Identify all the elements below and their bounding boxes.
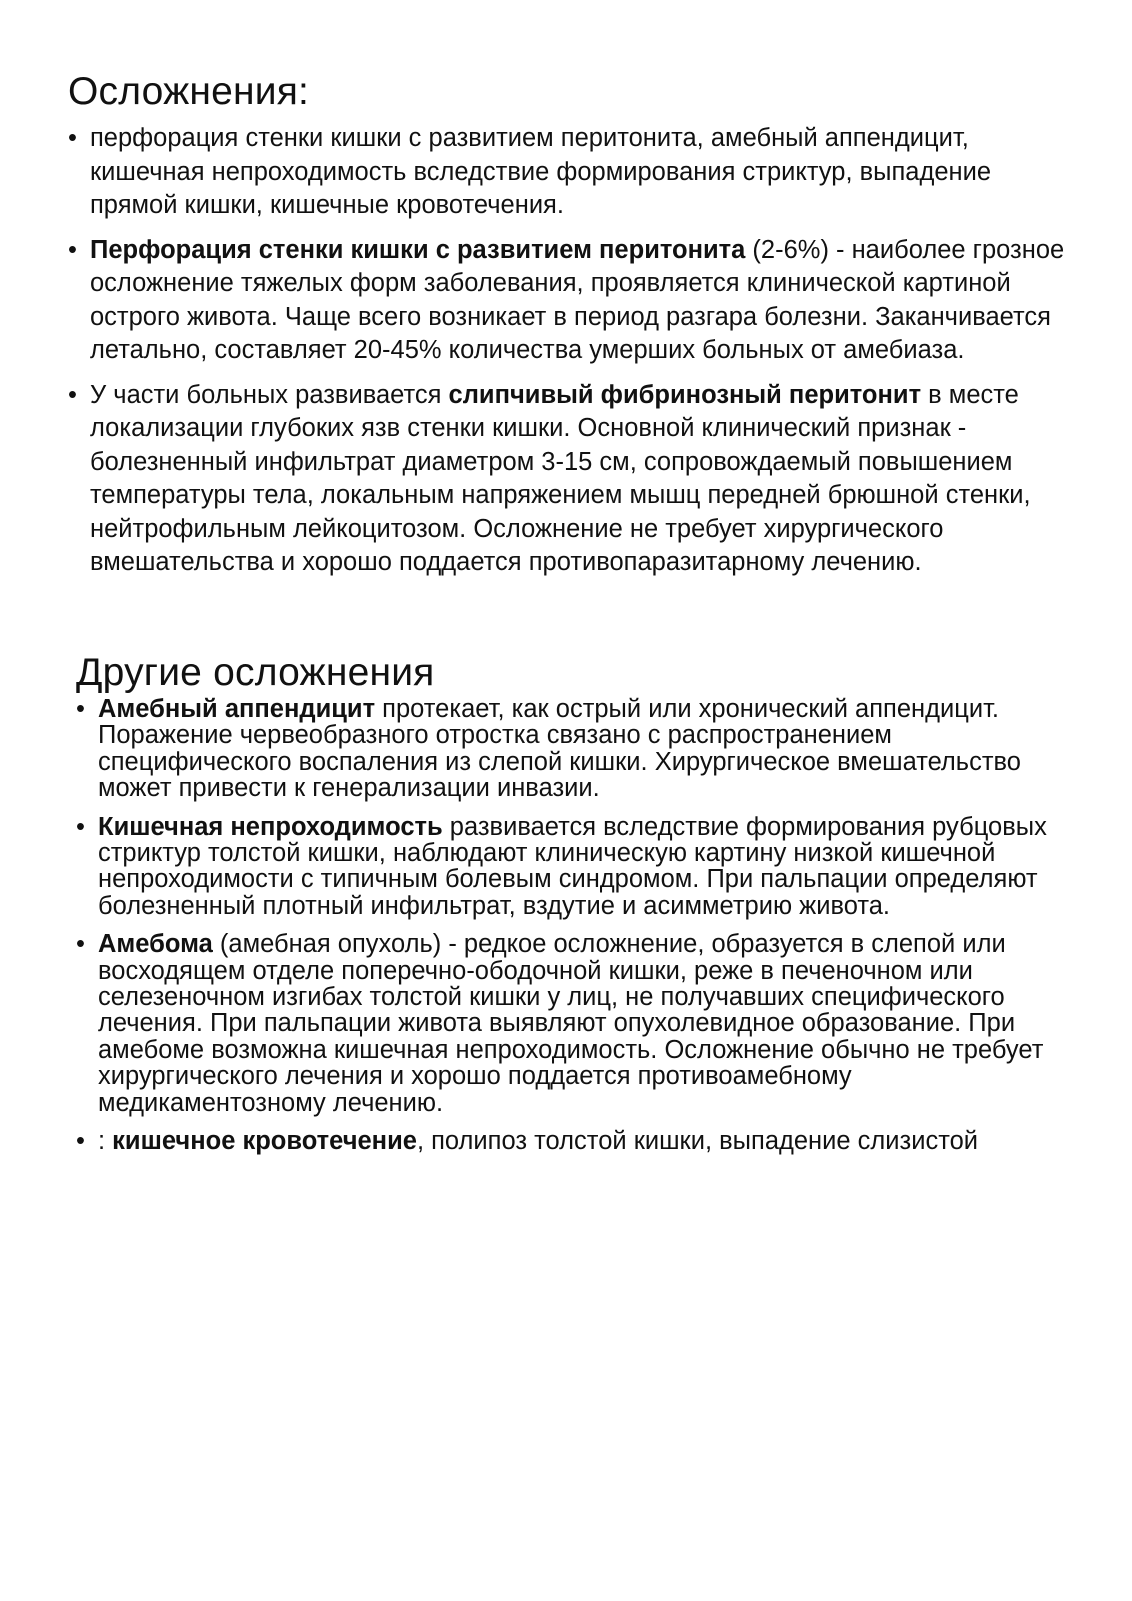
list-item (76, 814, 1066, 920)
complications-section (68, 68, 1068, 591)
bullet-icon: • (68, 380, 77, 409)
item-text: протекает, как острый или хронический аппендицит. Поражение червеобразного отростка связано с распространением специфического воспаления из слепой кишки. Хирургическое вмешательство может привести к генерализации инвазии. (98, 695, 1021, 803)
item-bold-term: Перфорация стенки кишки с развитием перитонита (90, 235, 746, 264)
item-bold-term: слипчивый фибринозный перитонит (448, 380, 922, 409)
section-title: Другие осложнения (76, 651, 435, 694)
complications-list (68, 122, 1068, 580)
list-item (68, 122, 1068, 223)
bullet-icon: • (76, 930, 85, 959)
list-item (68, 379, 1068, 580)
list-item (76, 1128, 1066, 1154)
bullet-icon: • (76, 695, 85, 723)
item-bold-term: Амебный аппендицит (98, 695, 376, 723)
item-text: развивается вследствие формирования рубцовых стриктур толстой кишки, наблюдают клиническую картину низкой кишечной непроходимости с типичным болевым синдромом. При пальпации определяют болезненный плотный инфильтрат, вздутие и асимметрию живота. (98, 812, 1047, 920)
item-text: в месте локализации глубоких язв стенки кишки. Основной клинический признак - болезненный инфильтрат диаметром 3-15 см, сопровождаемый повышением температуры тела, локальным напряжением мышц передней брюшной стенки, нейтрофильным лейкоцитозом. Осложнение не требует хирургического вмешательства и хорошо поддается противопаразитарному лечению. (90, 380, 1031, 576)
bullet-icon: • (76, 1127, 85, 1156)
item-bold-term: Амебома (98, 930, 213, 959)
item-text: , полипоз толстой кишки, выпадение слизистой (416, 1127, 979, 1156)
item-text: (2-6%) - наиболее грозное осложнение тяжелых форм заболевания, проявляется клинической картиной острого живота. Чаще всего возникает в период разгара болезни. Заканчивается летально, составляет 20-45% количества умерших больных от амебиаза. (90, 235, 1065, 364)
item-text: перфорация стенки кишки с развитием перитонита, амебный аппендицит, кишечная непроходимость вследствие формирования стриктур, выпадение прямой кишки, кишечные кровотечения. (90, 124, 992, 219)
list-item (76, 696, 1066, 802)
list-item (76, 931, 1066, 1116)
item-prefix: : (98, 1127, 113, 1156)
bullet-icon: • (68, 124, 77, 152)
list-item (68, 234, 1068, 368)
other-complications-list (76, 696, 1066, 1155)
bullet-icon: • (76, 812, 85, 841)
bullet-icon: • (68, 235, 77, 264)
item-bold-term: Кишечная непроходимость (98, 812, 443, 841)
item-text: (амебная опухоль) - редкое осложнение, образуется в слепой или восходящем отделе поперечно-ободочной кишки, реже в печеночном или селезеночном изгибах толстой кишки у лиц, не получавших специфического лечения. При пальпации живота выявляют опухолевидное образование. При амебоме возможна кишечная непроходимость. Осложнение обычно не требует хирургического лечения и хорошо поддается противоамебному медикаментозному лечению. (98, 930, 1044, 1117)
other-complications-section (76, 650, 1066, 1167)
item-prefix: У части больных развивается (90, 380, 449, 409)
section-title: Осложнения: (68, 70, 310, 113)
item-bold-term: кишечное кровотечение (112, 1127, 417, 1156)
